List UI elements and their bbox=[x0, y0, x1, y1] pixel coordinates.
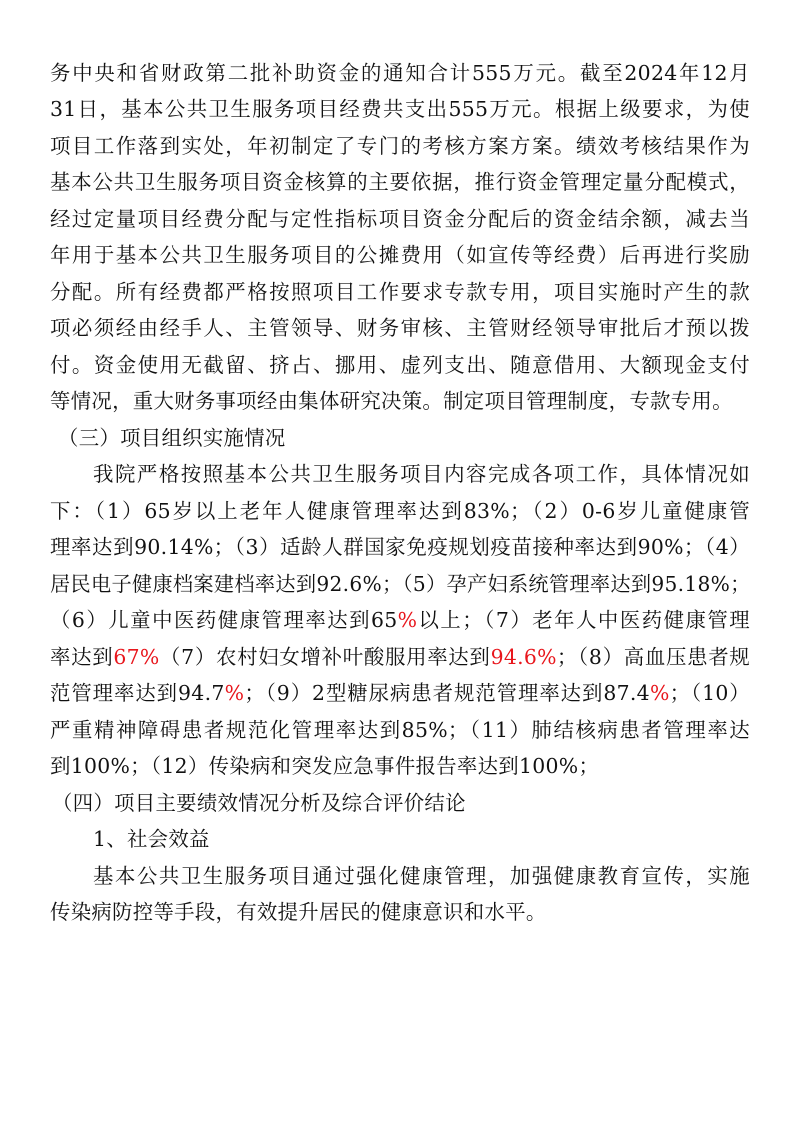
paragraph-funding-line-2: 31日，基本公共卫生服务项目经费共支出555万元。根据上级要求，为使 bbox=[50, 97, 750, 121]
paragraph-funding-line-3: 项目工作落到实处，年初制定了专门的考核方案方案。绩效考核结果作为 bbox=[50, 134, 750, 158]
paragraph-benefit-line-1: 基本公共卫生服务项目通过强化健康管理，加强健康教育宣传，实施 bbox=[93, 864, 750, 888]
paragraph-implementation-line-6 bbox=[50, 639, 750, 675]
subheading-social-benefit: 1、社会效益 bbox=[93, 827, 210, 851]
paragraph-implementation-line-8: 严重精神障碍患者规范化管理率达到85%；（11）肺结核病患者管理率达 bbox=[50, 718, 750, 742]
paragraph-funding-line-6: 年用于基本公共卫生服务项目的公摊费用（如宣传等经费）后再进行奖励 bbox=[50, 243, 750, 267]
paragraph-implementation-line-1: 我院严格按照基本公共卫生服务项目内容完成各项工作，具体情况如 bbox=[93, 462, 750, 486]
text-segment: （6）儿童中医药健康管理率达到65 bbox=[50, 608, 398, 632]
paragraph-implementation-line-3: 理率达到90.14%；（3）适龄人群国家免疫规划疫苗接种率达到90%；（4） bbox=[50, 535, 750, 559]
paragraph-benefit-line-2: 传染病防控等手段，有效提升居民的健康意识和水平。 bbox=[50, 900, 547, 924]
text-segment: 以上；（7）老年人中医药健康管理 bbox=[417, 608, 750, 632]
highlighted-value: % bbox=[397, 608, 418, 632]
paragraph-funding-line-7: 分配。所有经费都严格按照项目工作要求专款专用，项目实施时产生的款 bbox=[50, 280, 750, 304]
text-segment: （7）农村妇女增补叶酸服用率达到 bbox=[159, 645, 491, 669]
paragraph-implementation-line-4: 居民电子健康档案建档率达到92.6%；（5）孕产妇系统管理率达到95.18%； bbox=[50, 572, 751, 596]
paragraph-funding-line-8: 项必须经由经手人、主管领导、财务审核、主管财经领导审批后才预以拨 bbox=[50, 316, 750, 340]
text-segment: ；（10） bbox=[669, 681, 750, 705]
highlighted-value: 67% bbox=[113, 645, 160, 669]
text-segment: 率达到 bbox=[50, 645, 114, 669]
text-segment: ；（8）高血压患者规 bbox=[556, 645, 751, 669]
paragraph-implementation-line-9: 到100%；（12）传染病和突发应急事件报告率达到100%； bbox=[50, 754, 600, 778]
highlighted-value: % bbox=[224, 681, 245, 705]
text-segment: ；（9）2型糖尿病患者规范管理率达到87.4 bbox=[244, 681, 650, 705]
paragraph-funding-line-5: 经过定量项目经费分配与定性指标项目资金分配后的资金结余额，减去当 bbox=[50, 207, 750, 231]
section-heading-4: （四）项目主要绩效情况分析及综合评价结论 bbox=[52, 791, 466, 815]
highlighted-value: % bbox=[649, 681, 670, 705]
text-segment: 范管理率达到94.7 bbox=[50, 681, 225, 705]
paragraph-implementation-line-5 bbox=[50, 602, 750, 638]
paragraph-funding-line-10: 等情况，重大财务事项经由集体研究决策。制定项目管理制度，专款专用。 bbox=[50, 389, 733, 413]
paragraph-funding-line-9: 付。资金使用无截留、挤占、挪用、虚列支出、随意借用、大额现金支付 bbox=[50, 353, 750, 377]
paragraph-funding-line-1: 务中央和省财政第二批补助资金的通知合计555万元。截至2024年12月 bbox=[50, 61, 750, 85]
highlighted-value: 94.6% bbox=[490, 645, 557, 669]
paragraph-implementation-line-2: 下：（1）65岁以上老年人健康管理率达到83%；（2）0-6岁儿童健康管 bbox=[50, 499, 750, 523]
section-heading-3: （三）项目组织实施情况 bbox=[58, 426, 286, 450]
paragraph-implementation-line-7 bbox=[50, 675, 750, 711]
paragraph-funding-line-4: 基本公共卫生服务项目资金核算的主要依据，推行资金管理定量分配模式， bbox=[50, 170, 750, 194]
